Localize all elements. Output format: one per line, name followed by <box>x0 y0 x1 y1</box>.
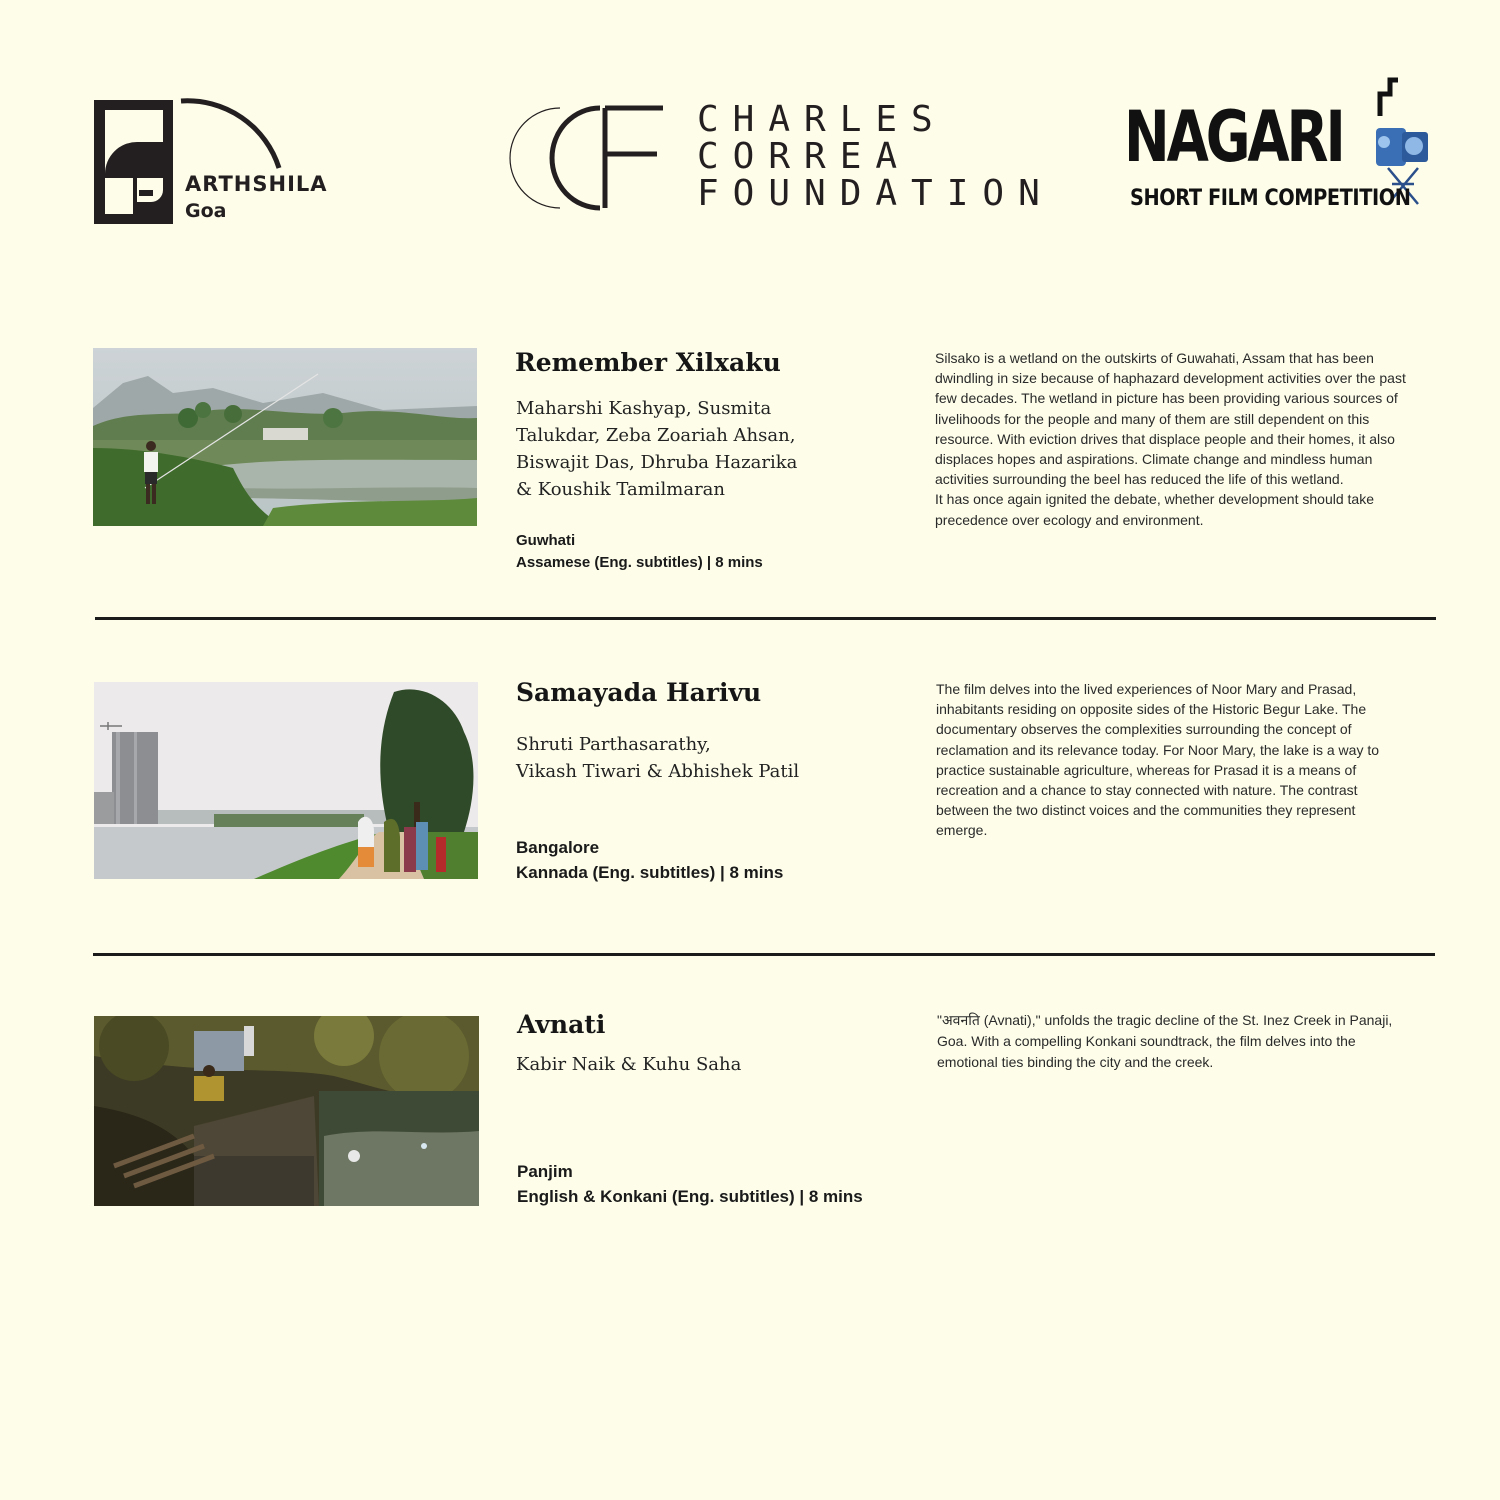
film-title: Samayada Harivu <box>516 678 762 707</box>
film-description <box>937 1010 1392 1073</box>
film-credits <box>516 395 797 503</box>
credit-line: Kabir Naik & Kuhu Saha <box>516 1054 742 1075</box>
description-line: few decades. The wetland in picture has been providing various sources of <box>935 390 1398 407</box>
description-line: Goa. With a compelling Konkani soundtrack, the film delves into the <box>937 1033 1356 1049</box>
film-still-remember-xilxaku <box>93 348 477 526</box>
credit-line: Maharshi Kashyap, Susmita <box>516 398 772 419</box>
film-language-duration: Assamese (Eng. subtitles) | 8 mins <box>516 554 763 571</box>
description-line: It has once again ignited the debate, whether development should take <box>935 491 1374 508</box>
film-city: Guwhati <box>516 532 576 549</box>
description-line: Silsako is a wetland on the outskirts of Guwahati, Assam that has been <box>935 350 1374 366</box>
arthshila-name: ARTHSHILA <box>185 172 328 196</box>
film-language-duration: English & Konkani (Eng. subtitles) | 8 mins <box>517 1187 863 1206</box>
description-line: between the two distinct voices and the communities they represent <box>936 802 1356 819</box>
ccf-line-1: CHARLES <box>697 99 947 140</box>
description-line: displaces hopes and aspirations. Climate change and mindless human <box>935 451 1373 468</box>
description-line: dwindling in size because of haphazard development activities over the past <box>935 370 1406 387</box>
film-title: Remember Xilxaku <box>515 348 781 377</box>
film-credits <box>516 731 799 785</box>
film-description <box>936 679 1379 841</box>
section-divider <box>93 953 1435 956</box>
description-line: The film delves into the lived experiences of Noor Mary and Prasad, <box>936 681 1357 697</box>
arthshila-logo <box>93 98 353 228</box>
section-divider <box>95 617 1436 620</box>
film-title: Avnati <box>517 1010 606 1039</box>
film-still-samayada-harivu <box>94 682 478 879</box>
credit-line: Biswajit Das, Dhruba Hazarika <box>516 452 798 473</box>
credit-line: & Koushik Tamilmaran <box>516 479 726 500</box>
description-line: "अवनति (Avnati)," unfolds the tragic decline of the St. Inez Creek in Panaji, <box>937 1012 1393 1028</box>
description-line: activities surrounding the beel has reduced the life of this wetland. <box>935 471 1344 488</box>
film-language-duration: Kannada (Eng. subtitles) | 8 mins <box>516 863 784 882</box>
description-line: livelihoods for the people and many of them are still dependent on this <box>935 410 1370 427</box>
film-city: Bangalore <box>516 838 600 857</box>
description-line: emerge. <box>936 822 988 839</box>
charles-correa-foundation-logo <box>505 99 1054 215</box>
film-still-avnati <box>94 1016 479 1206</box>
description-line: documentary observes the complexities surrounding the concept of <box>936 721 1352 738</box>
credit-line: Talukdar, Zeba Zoariah Ahsan, <box>516 425 796 446</box>
arthshila-location: Goa <box>185 200 227 222</box>
ccf-monogram-icon <box>505 100 685 215</box>
nagari-logo <box>1122 76 1432 216</box>
nagari-title: NAGARI <box>1124 96 1343 178</box>
credit-line: Shruti Parthasarathy, <box>516 734 711 755</box>
description-line: emotional ties binding the city and the creek. <box>937 1054 1214 1070</box>
nagari-subtitle: SHORT FILM COMPETITION <box>1130 186 1411 211</box>
description-line: practice sustainable agriculture, whereas for Prasad it is a means of <box>936 761 1357 778</box>
film-description <box>935 348 1406 530</box>
ccf-line-3: FOUNDATION <box>697 173 1054 214</box>
description-line: recreation and a chance to stay connected with nature. The contrast <box>936 782 1358 799</box>
description-line: precedence over ecology and environment. <box>935 511 1204 528</box>
description-line: resource. With eviction drives that displace people and their homes, it also <box>935 430 1395 447</box>
film-city: Panjim <box>517 1162 573 1181</box>
description-line: inhabitants residing on opposite sides of the Historic Begur Lake. The <box>936 701 1367 718</box>
film-credits <box>516 1051 741 1078</box>
description-line: reclamation and its relevance today. For Noor Mary, the lake is a way to <box>936 741 1380 758</box>
ccf-line-2: CORREA <box>697 136 912 177</box>
credit-line: Vikash Tiwari & Abhishek Patil <box>516 761 800 782</box>
